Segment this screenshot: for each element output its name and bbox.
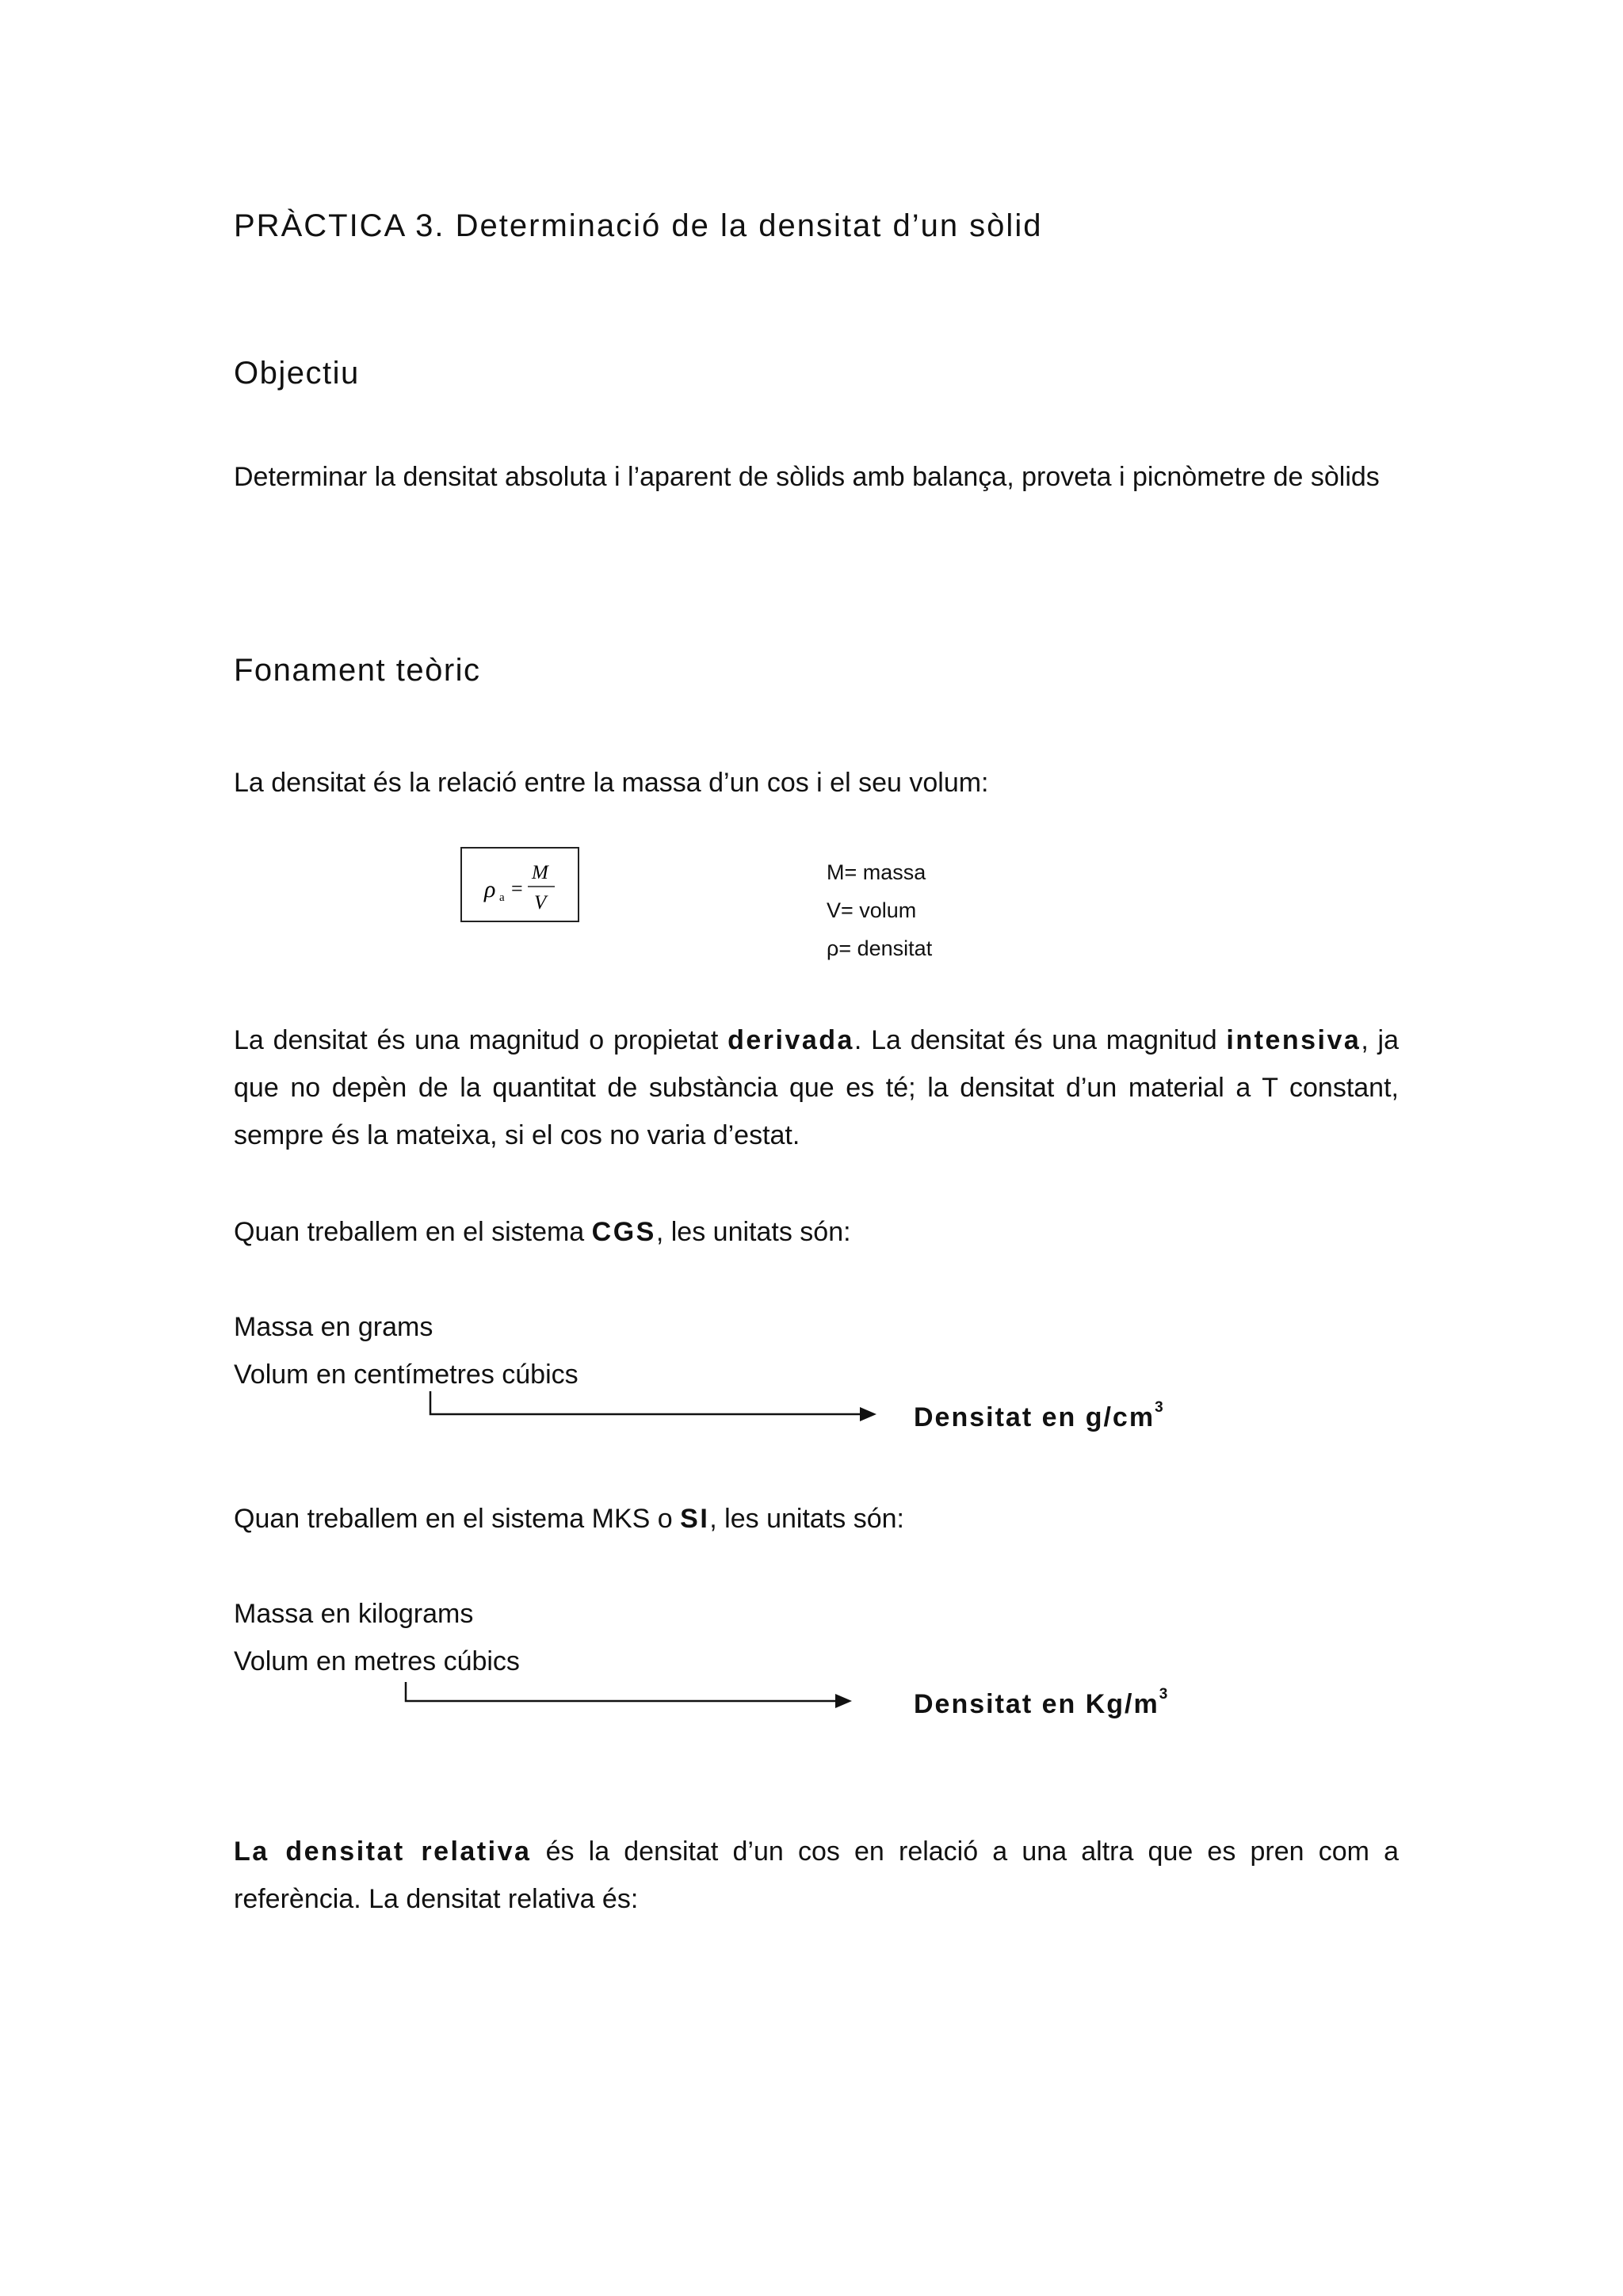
theory-heading: Fonament teòric (234, 653, 481, 688)
formula-equals: = (511, 877, 523, 900)
density-intro: La densitat és la relació entre la massa d’un cos i el seu volum: (234, 768, 989, 798)
density-formula (462, 849, 581, 924)
text-run: Densitat en g/cm (914, 1402, 1155, 1432)
formula-rho: ρ (484, 876, 496, 902)
page-title: PRÀCTICA 3. Determinació de la densitat d’un sòlid (234, 208, 1043, 243)
formula-denominator: V (534, 892, 547, 913)
text-run: , les unitats són: (709, 1504, 904, 1534)
density-properties-paragraph (234, 1016, 1399, 1159)
formula-subscript: a (499, 891, 505, 904)
cgs-mass-unit: Massa en grams (234, 1312, 433, 1342)
cgs-arrow (428, 1391, 880, 1423)
formula-numerator: M (532, 862, 548, 883)
bold-term-derivada: derivada (727, 1025, 854, 1055)
legend-volume: V= volum (827, 898, 917, 922)
density-formula-box (460, 847, 579, 922)
text-run: és la densitat d’un cos en relació a una altra que es pren com a referència. La densitat relativa és: (234, 1836, 1400, 1914)
exponent: 3 (1155, 1398, 1163, 1416)
text-run: Densitat en Kg/m (914, 1689, 1159, 1719)
text-run: , les unitats són: (655, 1217, 851, 1247)
relative-density-paragraph (234, 1828, 1399, 1923)
si-mass-unit: Massa en kilograms (234, 1599, 474, 1629)
bold-term-intensiva: intensiva (1226, 1025, 1361, 1055)
bold-term-cgs: CGS (591, 1217, 656, 1247)
cgs-density-unit (914, 1398, 1163, 1433)
exponent: 3 (1159, 1685, 1168, 1703)
text-run: La densitat és una magnitud o propietat (234, 1025, 728, 1055)
cgs-intro (234, 1208, 851, 1256)
bold-term-relative-density: La densitat relativa (234, 1836, 532, 1867)
objective-text: Determinar la densitat absoluta i l’aparent de sòlids amb balança, proveta i picnòmetre de sòlids (234, 462, 1380, 492)
si-density-unit (914, 1685, 1168, 1720)
si-arrow (403, 1682, 855, 1714)
text-run: Quan treballem en el sistema MKS o (234, 1504, 681, 1534)
legend-mass: M= massa (827, 860, 926, 884)
si-intro (234, 1495, 904, 1543)
text-run: , ja que no depèn de la quantitat de substància que es té; la densitat d’un material a T constant, sempre és la mateixa, si el cos no varia d’estat. (234, 1025, 1399, 1150)
bold-term-si: SI (680, 1504, 710, 1534)
legend-density: ρ= densitat (827, 936, 933, 960)
text-run: . La densitat és una magnitud (854, 1025, 1227, 1055)
formula-legend (827, 853, 932, 967)
objective-heading: Objectiu (234, 356, 360, 391)
text-run: Quan treballem en el sistema (234, 1217, 592, 1247)
si-volume-unit: Volum en metres cúbics (234, 1646, 520, 1676)
cgs-volume-unit: Volum en centímetres cúbics (234, 1360, 579, 1390)
